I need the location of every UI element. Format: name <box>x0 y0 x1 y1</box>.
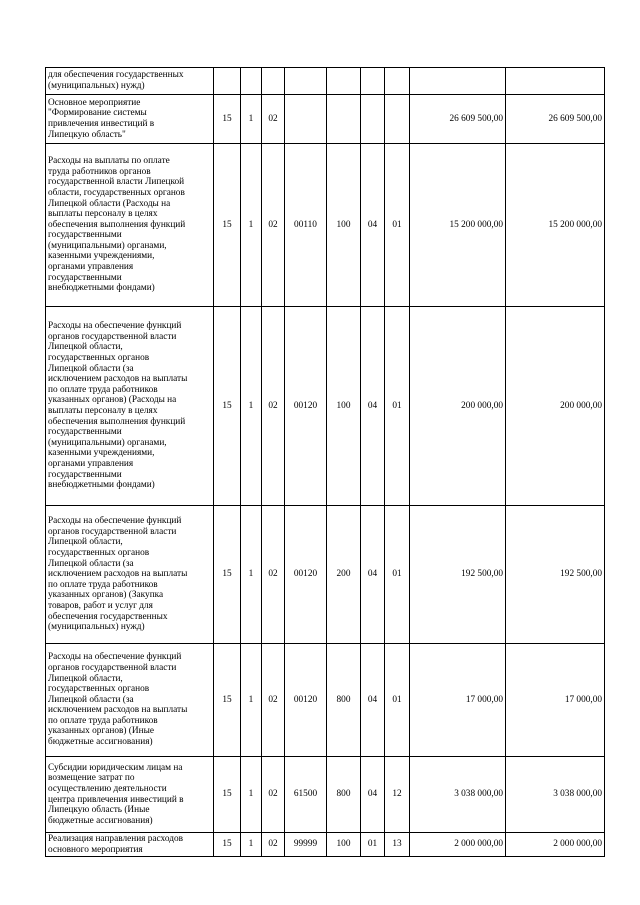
cell-code-5 <box>327 68 361 95</box>
cell-code-1: 15 <box>214 144 241 307</box>
cell-amount-2 <box>506 68 605 95</box>
cell-code-5: 100 <box>327 307 361 506</box>
cell-code-5: 800 <box>327 644 361 757</box>
cell-code-2 <box>241 68 262 95</box>
cell-code-1: 15 <box>214 757 241 833</box>
cell-amount-2: 2 000 000,00 <box>506 833 605 857</box>
cell-amount-2: 15 200 000,00 <box>506 144 605 307</box>
table-row <box>46 757 605 833</box>
cell-code-5: 100 <box>327 833 361 857</box>
cell-code-6 <box>361 95 385 144</box>
row-name: Расходы на обеспечение функций органов государственной власти Липецкой области, государственных органов Липецкой области (за исключением расходов на выплаты по оплате труда работников указанных органов) (Иные бюджетные ассигнования) <box>46 644 214 757</box>
row-name: Субсидии юридическим лицам на возмещение затрат по осуществлению деятельности центра привлечения инвестиций в Липецкую область (Иные бюджетные ассигнования) <box>46 757 214 833</box>
cell-code-4: 00120 <box>285 307 327 506</box>
cell-code-5 <box>327 95 361 144</box>
cell-code-3: 02 <box>262 307 285 506</box>
cell-code-6 <box>361 68 385 95</box>
cell-code-6: 04 <box>361 757 385 833</box>
cell-code-4: 00110 <box>285 144 327 307</box>
cell-code-7: 01 <box>385 144 410 307</box>
row-name: Расходы на обеспечение функций органов государственной власти Липецкой области, государственных органов Липецкой области (за исключением расходов на выплаты по оплате труда работников указанных органов) (Расходы на выплаты персоналу в целях обеспечения выполнения функций государственными (муниципальными) органами, казенными учреждениями, органами управления государственными внебюджетными фондами) <box>46 307 214 506</box>
cell-code-3: 02 <box>262 144 285 307</box>
cell-code-6: 04 <box>361 144 385 307</box>
cell-amount-1: 2 000 000,00 <box>410 833 506 857</box>
cell-code-7: 01 <box>385 644 410 757</box>
table-row <box>46 144 605 307</box>
cell-code-3: 02 <box>262 757 285 833</box>
cell-code-2: 1 <box>241 95 262 144</box>
cell-code-6: 04 <box>361 644 385 757</box>
cell-code-7 <box>385 68 410 95</box>
cell-code-3: 02 <box>262 833 285 857</box>
cell-code-2: 1 <box>241 644 262 757</box>
cell-code-4: 61500 <box>285 757 327 833</box>
cell-code-3: 02 <box>262 506 285 644</box>
cell-amount-1: 3 038 000,00 <box>410 757 506 833</box>
cell-amount-1 <box>410 68 506 95</box>
cell-code-2: 1 <box>241 144 262 307</box>
cell-amount-2: 192 500,00 <box>506 506 605 644</box>
cell-amount-1: 15 200 000,00 <box>410 144 506 307</box>
cell-code-5: 200 <box>327 506 361 644</box>
cell-amount-1: 17 000,00 <box>410 644 506 757</box>
table-row <box>46 307 605 506</box>
cell-code-6: 01 <box>361 833 385 857</box>
cell-code-1: 15 <box>214 95 241 144</box>
cell-code-2: 1 <box>241 833 262 857</box>
row-name: Основное мероприятие "Формирование системы привлечения инвестиций в Липецкую область" <box>46 95 214 144</box>
cell-code-1: 15 <box>214 506 241 644</box>
cell-code-7: 12 <box>385 757 410 833</box>
cell-code-6: 04 <box>361 307 385 506</box>
row-name: Расходы на обеспечение функций органов государственной власти Липецкой области, государственных органов Липецкой области (за исключением расходов на выплаты по оплате труда работников указанных органов) (Закупка товаров, работ и услуг для обеспечения государственных (муниципальных) нужд) <box>46 506 214 644</box>
cell-code-4: 00120 <box>285 644 327 757</box>
row-name: Реализация направления расходов основного мероприятия <box>46 833 214 857</box>
cell-code-4 <box>285 68 327 95</box>
cell-code-1: 15 <box>214 644 241 757</box>
cell-code-4: 00120 <box>285 506 327 644</box>
cell-code-2: 1 <box>241 757 262 833</box>
cell-code-5: 800 <box>327 757 361 833</box>
cell-code-3: 02 <box>262 644 285 757</box>
cell-amount-2: 3 038 000,00 <box>506 757 605 833</box>
table-row <box>46 644 605 757</box>
cell-code-1: 15 <box>214 307 241 506</box>
cell-code-2: 1 <box>241 506 262 644</box>
cell-code-1 <box>214 68 241 95</box>
cell-code-7: 01 <box>385 307 410 506</box>
cell-amount-2: 26 609 500,00 <box>506 95 605 144</box>
cell-amount-1: 192 500,00 <box>410 506 506 644</box>
cell-amount-1: 26 609 500,00 <box>410 95 506 144</box>
table-row <box>46 68 605 95</box>
row-name: для обеспечения государственных (муниципальных) нужд) <box>46 68 214 95</box>
cell-code-4 <box>285 95 327 144</box>
cell-code-5: 100 <box>327 144 361 307</box>
row-name: Расходы на выплаты по оплате труда работников органов государственной власти Липецкой области, государственных органов Липецкой области (Расходы на выплаты персоналу в целях обеспечения выполнения функций государственными (муниципальными) органами, казенными учреждениями, органами управления государственными внебюджетными фондами) <box>46 144 214 307</box>
budget-table <box>45 67 605 857</box>
cell-code-2: 1 <box>241 307 262 506</box>
cell-code-7 <box>385 95 410 144</box>
cell-amount-2: 17 000,00 <box>506 644 605 757</box>
cell-code-1: 15 <box>214 833 241 857</box>
cell-code-7: 13 <box>385 833 410 857</box>
cell-code-3 <box>262 68 285 95</box>
cell-amount-2: 200 000,00 <box>506 307 605 506</box>
cell-code-6: 04 <box>361 506 385 644</box>
cell-code-3: 02 <box>262 95 285 144</box>
table-row <box>46 506 605 644</box>
cell-code-7: 01 <box>385 506 410 644</box>
table-row <box>46 95 605 144</box>
table-row <box>46 833 605 857</box>
cell-amount-1: 200 000,00 <box>410 307 506 506</box>
cell-code-4: 99999 <box>285 833 327 857</box>
